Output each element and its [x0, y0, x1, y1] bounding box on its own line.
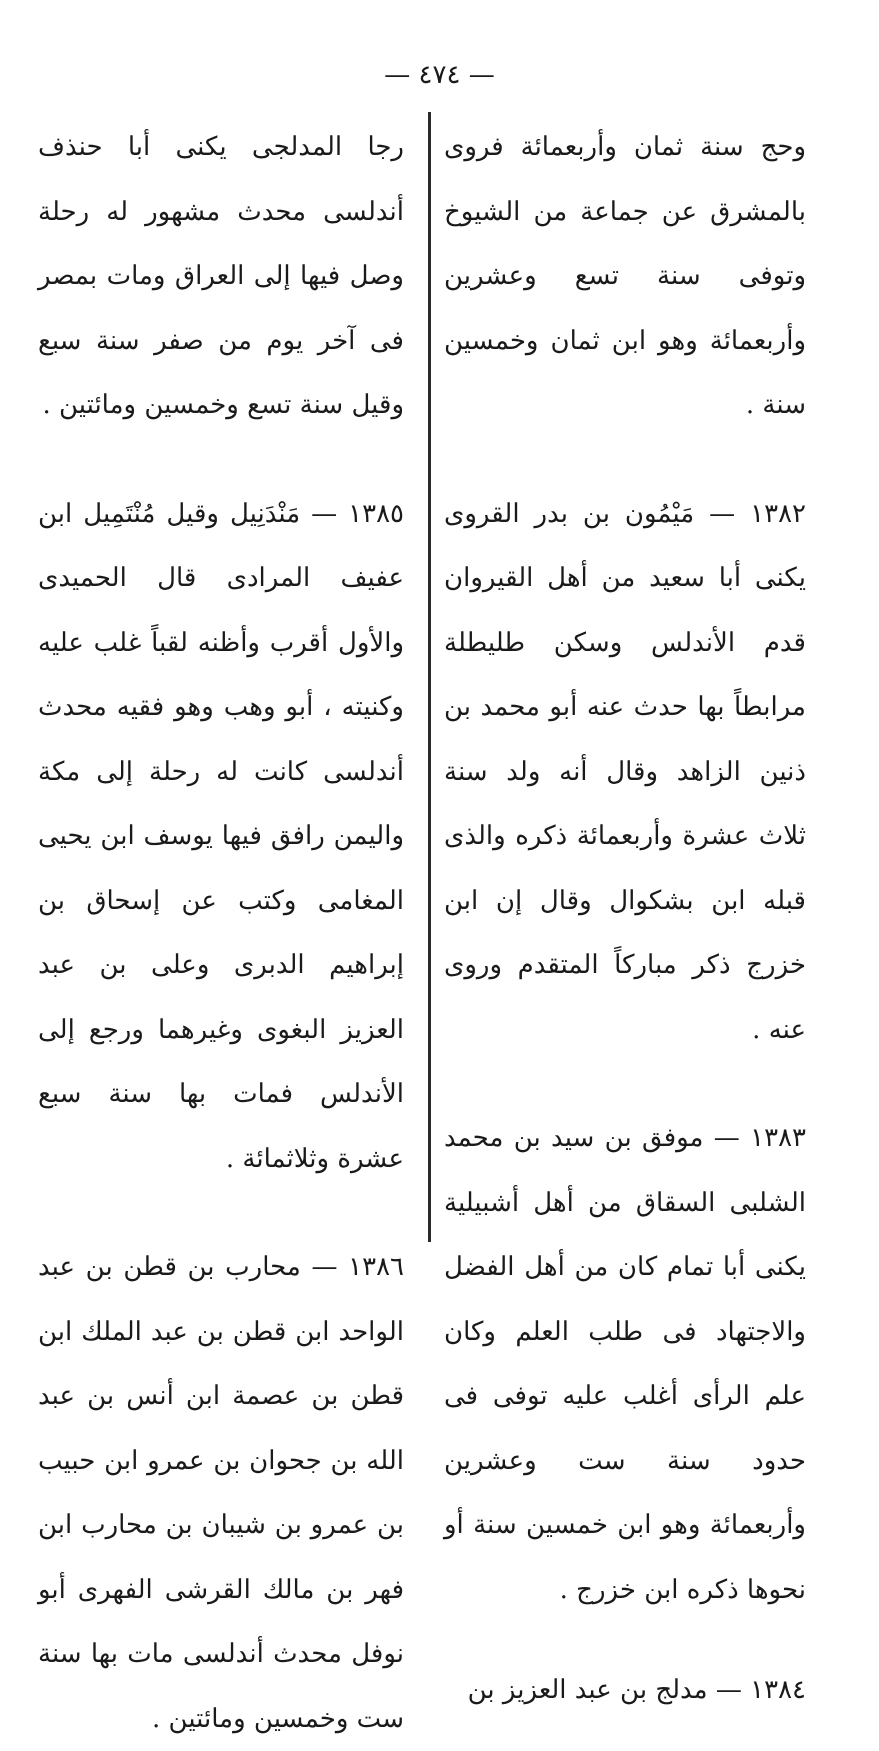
entry-continuation-paragraph: وحج سنة ثمان وأربعمائة فروى بالمشرق عن جماعة من الشيوخ وتوفى سنة تسع وعشرين وأربعمائة وهو ابن ثمان وخمسين سنة .: [444, 132, 806, 420]
page-number: — ٤٧٤ —: [384, 60, 495, 90]
entry-1384-paragraph: ١٣٨٤ — مدلج بن عبد العزيز بن: [467, 1675, 806, 1705]
entry-continuation-left-paragraph: رجا المدلجى يكنى أبا حنذف أندلسى محدث مشهور له رحلة وصل فيها إلى العراق ومات بمصر فى آخر يوم من صفر سنة سبع وقيل سنة تسع وخمسين ومائتين .: [38, 132, 404, 420]
left-column: [38, 115, 404, 1751]
entry-1382-paragraph: ١٣٨٢ — مَيْمُون بن بدر القروى يكنى أبا سعيد من أهل القيروان قدم الأندلس وسكن طليطلة مرابطاً بها حدث عنه أبو محمد بن ذنين الزاهد وقال أنه ولد سنة ثلاث عشرة وأربعمائة ذكره والذى قبله ابن بشكوال وقال إن ابن خزرج ذكر مباركاً المتقدم وروى عنه .: [444, 498, 806, 1045]
right-column: [444, 115, 806, 1723]
entry-1383-paragraph: ١٣٨٣ — موفق بن سيد بن محمد الشلبى السقاق من أهل أشبيلية يكنى أبا تمام كان من أهل الفضل والاجتهاد فى طلب العلم وكان علم الرأى أغلب عليه توفى فى حدود سنة ست وعشرين وأربعمائة وهو ابن خمسين سنة أو نحوها ذكره ابن خزرج .: [444, 1123, 806, 1605]
entry-1386-paragraph: ١٣٨٦ — محارب بن قطن بن عبد الواحد ابن قطن بن عبد الملك ابن قطن بن عصمة ابن أنس بن عبد الله بن جحوان بن عمرو ابن حبيب بن عمرو بن شيبان بن محارب ابن فهر بن مالك القرشى الفهرى أبو نوفل محدث أندلسى مات بها سنة ست وخمسين ومائتين .: [38, 1252, 404, 1734]
column-divider: [428, 112, 431, 1242]
entry-1385-paragraph: ١٣٨٥ — مَنْدَنِيل وقيل مُنْتَمِيل ابن عفيف المرادى قال الحميدى والأول أقرب وأظنه لقباً غلب عليه وكنيته ، أبو وهب وهو فقيه محدث أندلسى كانت له رحلة إلى مكة واليمن رافق فيها يوسف ابن يحيى المغامى وكتب عن إسحاق بن إبراهيم الدبرى وعلى بن عبد العزيز البغوى وغيرهما ورجع إلى الأندلس فمات بها سنة سبع عشرة وثلاثمائة .: [38, 498, 404, 1174]
